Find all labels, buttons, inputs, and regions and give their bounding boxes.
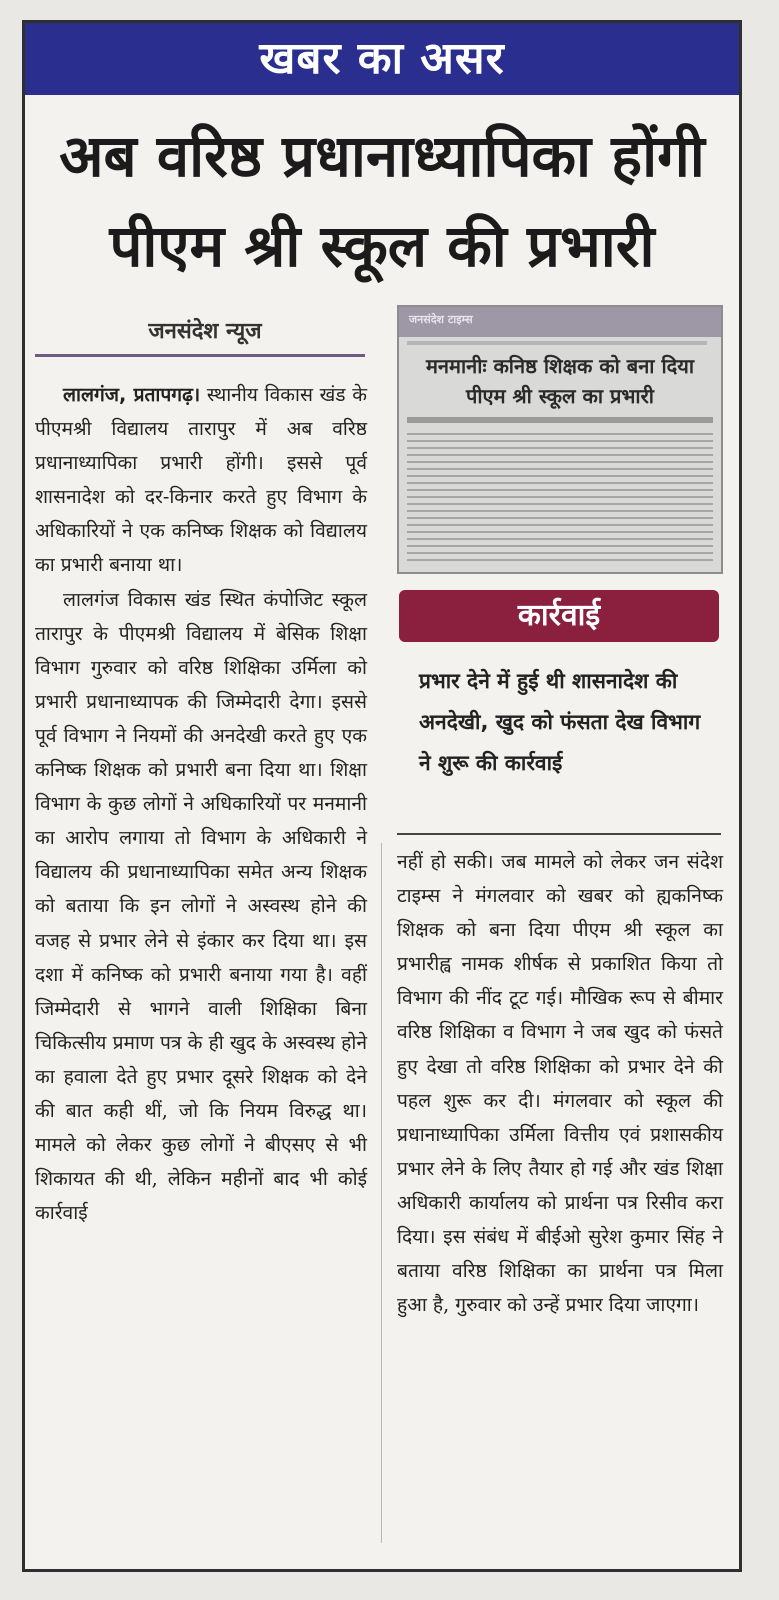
subhead-rule	[397, 833, 721, 835]
newspaper-clipping	[22, 20, 742, 1572]
subheadline: प्रभार देने में हुई थी शासनादेश की अनदेखी, खुद को फंसता देख विभाग ने शुरू की कार्रवाई	[419, 669, 701, 775]
clipping-deck-line	[407, 417, 713, 423]
previous-story-clipping	[397, 305, 723, 574]
byline-rule	[35, 354, 365, 357]
headline	[35, 111, 729, 291]
clipping-body-text	[407, 433, 713, 565]
headline-line-1: अब वरिष्ठ प्रधानाध्यापिका होंगी	[59, 122, 705, 190]
action-label-box: कार्रवाई	[399, 590, 719, 642]
clipping-title: मनमानीः कनिष्ठ शिक्षक को बना दिया पीएम श्री स्कूल का प्रभारी	[425, 354, 695, 408]
clipping-rule	[407, 341, 707, 345]
right-column	[397, 845, 723, 1322]
byline: जनसंदेश न्यूज	[148, 319, 262, 344]
column-divider	[381, 843, 382, 1543]
left-paragraph-1	[35, 378, 367, 583]
left-paragraph-1-text: स्थानीय विकास खंड के पीएमश्री विद्यालय तारापुर में अब वरिष्ठ प्रधानाध्यापिका प्रभारी होंगी। इससे पूर्व शासनादेश को दर-किनार करते हुए विभाग के अधिकारियों ने एक कनिष्क शिक्षक को विद्यालय का प्रभारी बनाया था।	[35, 383, 367, 577]
left-column	[35, 378, 367, 1230]
right-paragraph-1: नहीं हो सकी। जब मामले को लेकर जन संदेश टाइम्स ने मंगलवार को खबर को ह्यकनिष्क शिक्षक को बना दिया पीएम श्री स्कूल का प्रभारीह्व नामक शीर्षक से प्रकाशित किया तो विभाग की नींद टूट गई। मौखिक रूप से बीमार वरिष्ठ शिक्षिका व विभाग ने जब खुद को फंसते हुए देखा तो वरिष्ठ शिक्षिका को प्रभार देने की पहल शुरू कर दी। मंगलवार को स्कूल की प्रधानाध्यापिका उर्मिला वित्तीय एवं प्रशासकीय प्रभार लेने के लिए तैयार हो गई और खंड शिक्षा अधिकारी कार्यालय को प्रार्थना पत्र रिसीव करा दिया। इस संबंध में बीईओ सुरेश कुमार सिंह ने बताया वरिष्ठ शिक्षिका का प्रार्थना पत्र मिला हुआ है, गुरुवार को उन्हें प्रभार दिया जाएगा।	[397, 850, 723, 1317]
section-banner: खबर का असर	[25, 23, 739, 95]
dateline: लालगंज, प्रतापगढ़।	[63, 383, 201, 406]
left-paragraph-2: लालगंज विकास खंड स्थित कंपोजिट स्कूल तारापुर के पीएमश्री विद्यालय में बेसिक शिक्षा विभाग गुरुवार को वरिष्ठ शिक्षिका उर्मिला को प्रभारी प्रधानाध्यापक की जिम्मेदारी देगा। इससे पूर्व विभाग ने नियमों की अनदेखी करते हुए एक कनिष्क शिक्षक को प्रभारी बना दिया था। शिक्षा विभाग के कुछ लोगों ने अधिकारियों पर मनमानी का आरोप लगाया तो विभाग के अधिकारी ने विद्यालय की प्रधानाध्यापिका समेत अन्य शिक्षक को बताया कि इन लोगों ने अस्वस्थ होने की वजह से प्रभार लेने से इंकार कर दिया था। इस दशा में कनिष्क को प्रभारी बनाया गया है। वहीं जिम्मेदारी से भागने वाली शिक्षिका बिना चिकित्सीय प्रमाण पत्र के ही खुद के अस्वस्थ होने का हवाला देते हुए प्रभार दूसरे शिक्षक को देने की बात कही थीं, जो कि नियम विरुद्ध था। मामले को लेकर कुछ लोगों ने बीएसए से भी शिकायत की थी, लेकिन महीनों बाद भी कोई कार्रवाई	[35, 587, 367, 1225]
clipping-masthead: जनसंदेश टाइम्स	[409, 313, 473, 326]
headline-line-2: पीएम श्री स्कूल की प्रभारी	[109, 212, 655, 280]
